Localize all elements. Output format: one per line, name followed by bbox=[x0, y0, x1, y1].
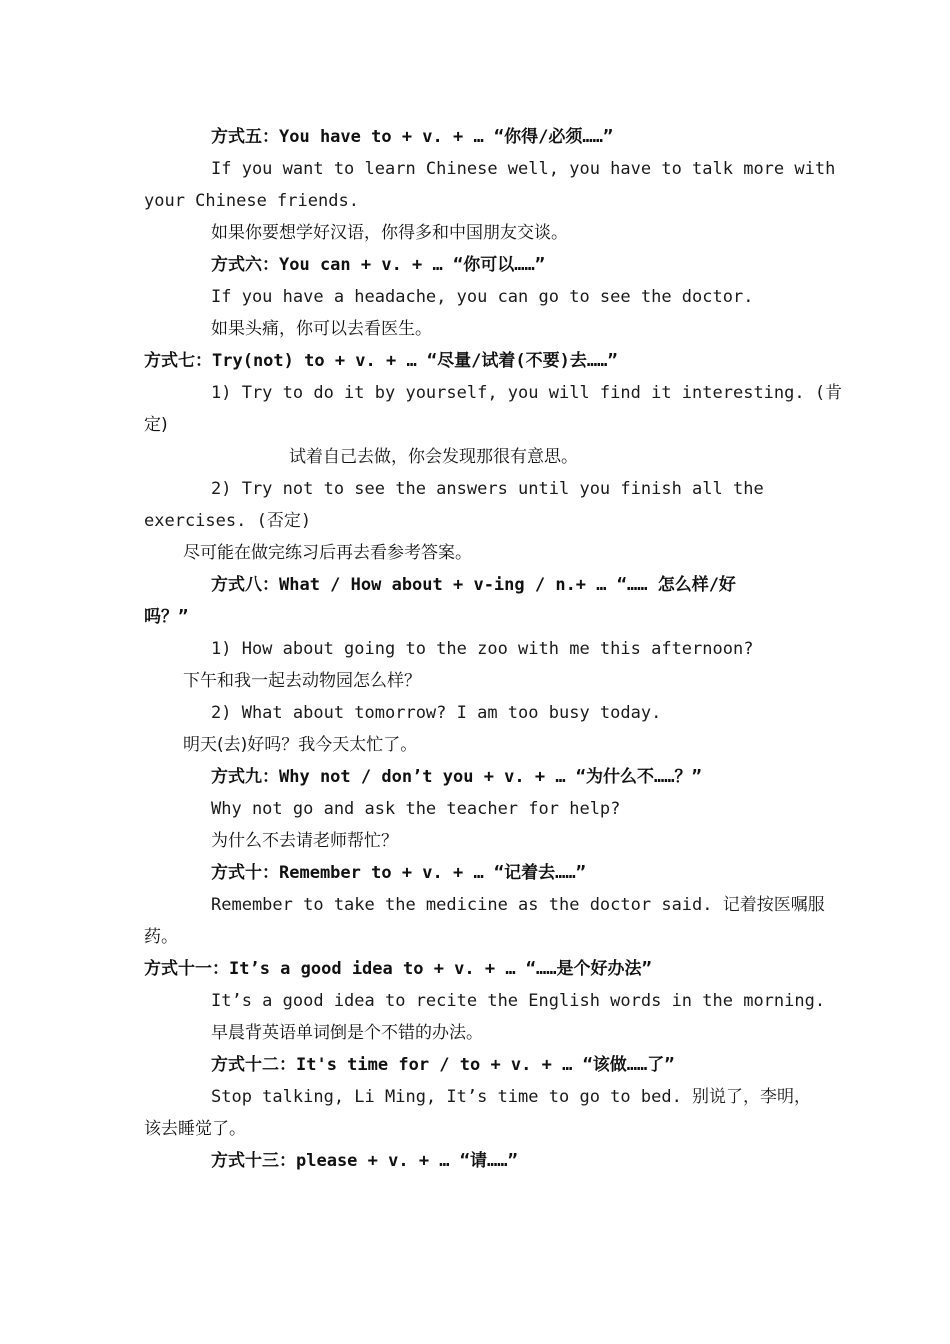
chinese-translation: 早晨背英语单词倒是个不错的办法。 bbox=[211, 1023, 483, 1043]
chinese-translation: 试着自己去做，你会发现那很有意思。 bbox=[289, 447, 578, 467]
chinese-translation: 尽可能在做完练习后再去看参考答案。 bbox=[183, 543, 472, 563]
example-sentence: Why not go and ask the teacher for help? bbox=[211, 799, 621, 819]
example-sentence-continued: 该去睡觉了。 bbox=[144, 1119, 246, 1139]
section-heading-6: 方式六：You can + v. + … “你可以……” bbox=[211, 255, 545, 275]
chinese-translation: 明天(去)好吗？我今天太忙了。 bbox=[183, 735, 418, 755]
example-sentence: Remember to take the medicine as the doctor said. 记着按医嘱服 bbox=[211, 895, 825, 915]
example-sentence: Stop talking, Li Ming, It’s time to go to bed. 别说了，李明， bbox=[211, 1087, 812, 1107]
example-sentence: If you want to learn Chinese well, you have to talk more with bbox=[211, 159, 836, 179]
section-heading-12: 方式十二：It's time for / to + v. + … “该做……了” bbox=[211, 1055, 675, 1075]
section-heading-11: 方式十一：It’s a good idea to + v. + … “……是个好办法” bbox=[144, 959, 652, 979]
example-sentence: If you have a headache, you can go to see the doctor. bbox=[211, 287, 754, 307]
section-heading-13: 方式十三：please + v. + … “请……” bbox=[211, 1151, 518, 1171]
section-heading-9: 方式九：Why not / don’t you + v. + … “为什么不……？” bbox=[211, 767, 702, 787]
chinese-translation: 如果头痛，你可以去看医生。 bbox=[211, 319, 432, 339]
example-sentence: 2) Try not to see the answers until you finish all the bbox=[211, 479, 764, 499]
example-sentence-continued: 药。 bbox=[144, 927, 178, 947]
example-sentence-continued: 定) bbox=[144, 415, 168, 435]
example-sentence: 1) How about going to the zoo with me this afternoon? bbox=[211, 639, 754, 659]
chinese-translation: 如果你要想学好汉语，你得多和中国朋友交谈。 bbox=[211, 223, 568, 243]
section-heading-8: 方式八：What / How about + v-ing / n.+ … “…… 怎么样/好 bbox=[211, 575, 736, 595]
example-sentence-continued: your Chinese friends. bbox=[144, 191, 359, 211]
section-heading-7: 方式七：Try(not) to + v. + … “尽量/试着(不要)去……” bbox=[144, 351, 618, 371]
example-sentence: It’s a good idea to recite the English words in the morning. bbox=[211, 991, 826, 1011]
section-heading-8-continued: 吗？” bbox=[144, 607, 189, 627]
example-sentence: 1) Try to do it by yourself, you will find it interesting. (肯 bbox=[211, 383, 843, 403]
section-heading-10: 方式十：Remember to + v. + … “记着去……” bbox=[211, 863, 586, 883]
chinese-translation: 为什么不去请老师帮忙？ bbox=[211, 831, 398, 851]
section-heading-5: 方式五：You have to + v. + … “你得/必须……” bbox=[211, 127, 614, 147]
example-sentence: 2) What about tomorrow? I am too busy today. bbox=[211, 703, 662, 723]
example-sentence-continued: exercises. (否定) bbox=[144, 511, 312, 531]
chinese-translation: 下午和我一起去动物园怎么样？ bbox=[183, 671, 421, 691]
